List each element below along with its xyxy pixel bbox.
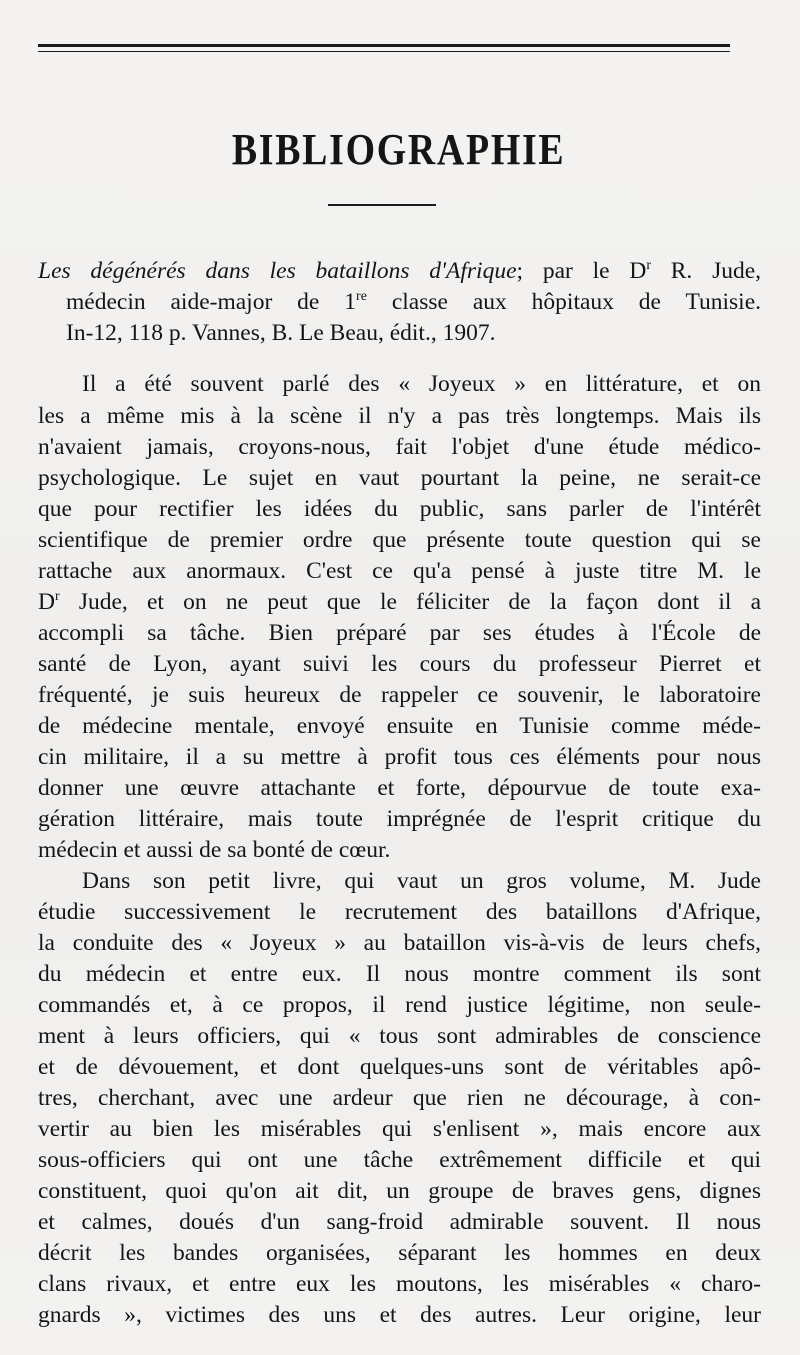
paragraph-1-line: donner une œuvre attachante et forte, dépourvue de toute exa-	[38, 775, 761, 801]
reference-role-sup: re	[356, 289, 367, 304]
paragraph-2-line: la conduite des « Joyeux » au bataillon vis-à-vis de leurs chefs,	[38, 930, 761, 956]
paragraph-2-line: tres, cherchant, avec une ardeur que rien ne décourage, à con-	[38, 1085, 761, 1111]
reference-author-sup: r	[646, 258, 651, 273]
doctor-line-rest: Jude, et on ne peut que le féliciter de la façon dont il a	[59, 589, 761, 615]
paragraph-1-line: rattache aux anormaux. C'est ce qu'a pensé à juste titre M. le	[38, 558, 761, 584]
paragraph-1-line: cin militaire, il a su mettre à profit tous ces éléments pour nous	[38, 744, 761, 770]
paragraph-1-line: scientifique de premier ordre que présente toute question qui se	[38, 527, 761, 553]
paragraph-1-line-doctor	[38, 587, 761, 617]
paragraph-2-line: Dans son petit livre, qui vaut un gros volume, M. Jude	[82, 868, 761, 894]
reference-book-title: Les dégénérés dans les bataillons d'Afrique	[38, 258, 517, 284]
paragraph-1-line: Il a été souvent parlé des « Joyeux » en littérature, et on	[82, 371, 761, 397]
paragraph-1-line: les a même mis à la scène il n'y a pas très longtemps. Mais ils	[38, 403, 761, 429]
paragraph-2-line: ment à leurs officiers, qui « tous sont admirables de conscience	[38, 1023, 761, 1049]
paragraph-2-line: commandés et, à ce propos, il rend justice légitime, non seule-	[38, 992, 761, 1018]
reference-line-2	[66, 287, 761, 317]
page-title: BIBLIOGRAPHIE	[231, 125, 566, 174]
paragraph-1-line: santé de Lyon, ayant suivi les cours du professeur Pierret et	[38, 651, 761, 677]
paragraph-1-line: n'avaient jamais, croyons-nous, fait l'objet d'une étude médico-	[38, 434, 761, 460]
reference-author-pre: ; par le D	[516, 258, 647, 284]
paragraph-1-line: que pour rectifier les idées du public, sans parler de l'intérêt	[38, 496, 761, 522]
header-rule-thin	[38, 51, 730, 52]
paragraph-2-line: sous-officiers qui ont une tâche extrêmement difficile et qui	[38, 1147, 761, 1173]
doctor-abbrev: D	[38, 589, 55, 615]
paragraph-1-line: de médecine mentale, envoyé ensuite en Tunisie comme méde-	[38, 713, 761, 739]
paragraph-2-line: étudie successivement le recrutement des bataillons d'Afrique,	[38, 899, 761, 925]
paragraph-2-line: gnards », victimes des uns et des autres. Leur origine, leur	[38, 1302, 761, 1328]
doctor-abbrev-sup: r	[54, 589, 60, 604]
paragraph-2-line: constituent, quoi qu'on ait dit, un groupe de braves gens, dignes	[38, 1178, 761, 1204]
paragraph-2-line: et calmes, doués d'un sang-froid admirable souvent. Il nous	[38, 1209, 761, 1235]
paragraph-1-line: médecin et aussi de sa bonté de cœur.	[38, 837, 391, 863]
paragraph-2-line: vertir au bien les misérables qui s'enlisent », mais encore aux	[38, 1116, 761, 1142]
reference-line-1	[38, 256, 761, 286]
reference-line-3: In-12, 118 p. Vannes, B. Le Beau, édit., 1907.	[66, 320, 496, 346]
paragraph-2-line: du médecin et entre eux. Il nous montre comment ils sont	[38, 961, 761, 987]
title-divider	[328, 204, 436, 206]
paragraph-2-line: décrit les bandes organisées, séparant les hommes en deux	[38, 1240, 761, 1266]
paragraph-1-line: gération littéraire, mais toute imprégnée de l'esprit critique du	[38, 806, 761, 832]
paragraph-1-line: accompli sa tâche. Bien préparé par ses études à l'École de	[38, 620, 761, 646]
paragraph-2-line: et de dévouement, et dont quelques-uns sont de véritables apô-	[38, 1054, 761, 1080]
reference-author-post: R. Jude,	[650, 258, 762, 284]
header-rule-thick	[38, 44, 730, 47]
reference-role-pre: médecin aide-major de 1	[66, 289, 357, 315]
reference-role-post: classe aux hôpitaux de Tunisie.	[366, 289, 762, 315]
paragraph-1-line: fréquenté, je suis heureux de rappeler ce souvenir, le laboratoire	[38, 682, 761, 708]
paragraph-2-line: clans rivaux, et entre eux les moutons, les misérables « charo-	[38, 1271, 761, 1297]
paragraph-1-line: psychologique. Le sujet en vaut pourtant la peine, ne serait-ce	[38, 465, 761, 491]
